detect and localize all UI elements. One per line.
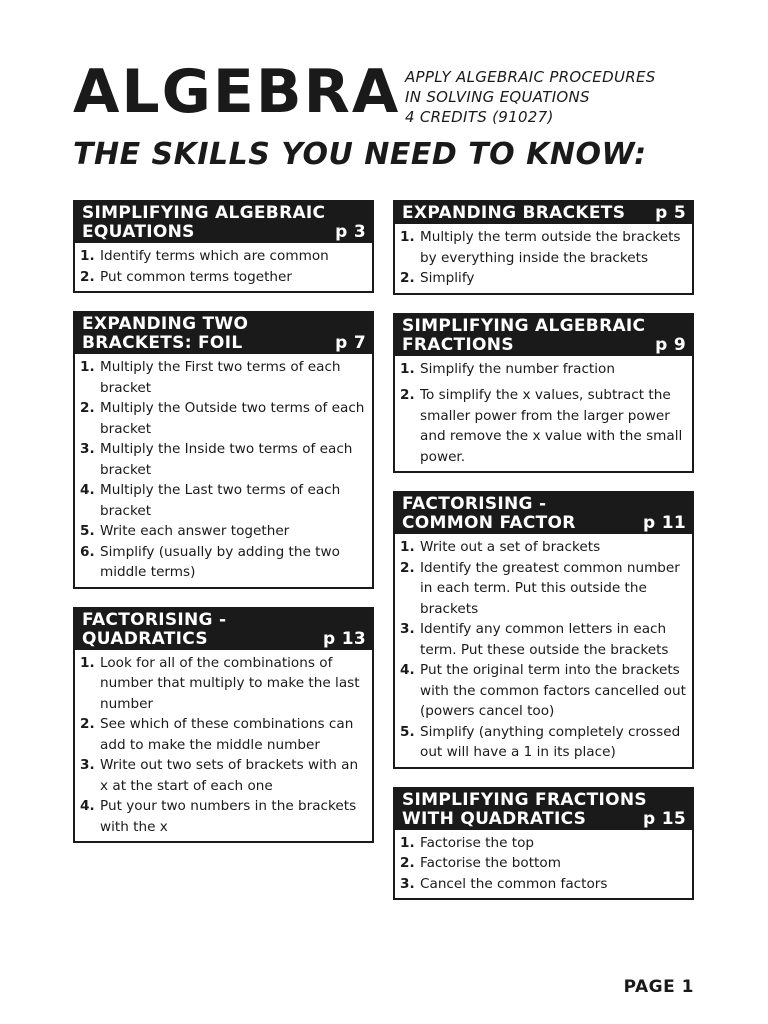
card-body xyxy=(75,243,372,291)
step-text: Cancel the common factors xyxy=(420,875,608,892)
card-expanding-brackets xyxy=(393,200,694,295)
step-number: 1. xyxy=(400,229,415,245)
card-title-line: QUADRATICS xyxy=(82,628,208,649)
card-body xyxy=(395,356,692,472)
right-column xyxy=(393,200,694,918)
list-item xyxy=(80,521,368,542)
step-number: 2. xyxy=(400,559,415,576)
step-number: 5. xyxy=(400,723,415,740)
step-text: Simplify xyxy=(420,270,475,286)
card-header xyxy=(395,493,692,534)
step-text: Identify the greatest common number in each term. Put this outside the brackets xyxy=(420,559,680,617)
step-number: 5. xyxy=(80,523,95,539)
card-title-line: WITH QUADRATICS xyxy=(402,808,587,829)
card-page-ref: p 11 xyxy=(643,513,686,533)
list-item xyxy=(80,398,368,439)
step-number: 1. xyxy=(80,359,95,375)
list-item xyxy=(400,874,688,895)
step-number: 4. xyxy=(80,482,95,498)
step-number: 2. xyxy=(80,716,95,732)
card-title-line: EXPANDING TWO xyxy=(82,314,249,334)
step-text: Write out a set of brackets xyxy=(420,539,601,555)
step-text: Put the original term into the brackets with the common factors cancelled out (powers cancel too) xyxy=(420,662,686,719)
card-body xyxy=(395,534,692,767)
card-page-ref: p 5 xyxy=(655,203,686,223)
page-number: PAGE 1 xyxy=(623,977,694,997)
card-body xyxy=(75,650,372,842)
card-page-ref: p 15 xyxy=(643,808,686,829)
card-header xyxy=(75,609,372,650)
list-item xyxy=(400,558,688,620)
card-title-line: COMMON FACTOR xyxy=(402,513,576,533)
card-header xyxy=(75,202,372,243)
list-item xyxy=(80,755,368,796)
list-item xyxy=(400,853,688,874)
card-title-line: SIMPLIFYING ALGEBRAIC xyxy=(82,203,326,223)
step-number: 3. xyxy=(80,757,95,773)
step-text: Simplify (anything completely crossed out will have a 1 in its place) xyxy=(420,723,681,760)
step-text: Multiply the First two terms of each bracket xyxy=(100,359,341,396)
step-number: 1. xyxy=(400,360,415,377)
step-number: 2. xyxy=(80,400,95,416)
card-body xyxy=(75,354,372,587)
step-number: 2. xyxy=(400,855,415,871)
list-item xyxy=(80,267,368,288)
subtitle-line: IN SOLVING EQUATIONS xyxy=(405,88,590,106)
card-factorising-quadratics xyxy=(73,607,374,844)
step-number: 3. xyxy=(80,441,95,457)
step-text: To simplify the x values, subtract the smaller power from the larger power and remove the x value with the small power. xyxy=(420,387,683,465)
step-text: Write each answer together xyxy=(100,523,290,539)
list-item xyxy=(80,246,368,267)
card-simplifying-algebraic-equations xyxy=(73,200,374,293)
step-text: Put your two numbers in the brackets with the x xyxy=(100,798,357,835)
step-text: Multiply the Last two terms of each bracket xyxy=(100,482,341,519)
card-page-ref: p 7 xyxy=(335,333,366,353)
list-item xyxy=(400,268,688,289)
card-header xyxy=(395,202,692,224)
card-factorising-common-factor xyxy=(393,491,694,769)
card-body xyxy=(395,224,692,293)
step-text: Look for all of the combinations of number that multiply to make the last number xyxy=(100,654,360,712)
list-item xyxy=(80,439,368,480)
step-text: Identify terms which are common xyxy=(100,248,329,264)
step-number: 3. xyxy=(400,875,415,892)
list-item xyxy=(80,357,368,398)
card-body xyxy=(395,830,692,899)
card-header xyxy=(395,315,692,356)
step-number: 2. xyxy=(80,268,95,285)
step-number: 4. xyxy=(80,798,95,814)
step-number: 1. xyxy=(80,654,95,671)
card-title-line: FACTORISING - xyxy=(402,494,547,514)
list-item xyxy=(80,542,368,583)
step-text: Simplify (usually by adding the two middle terms) xyxy=(100,543,340,580)
card-page-ref: p 3 xyxy=(335,222,366,242)
step-number: 2. xyxy=(400,387,415,403)
card-title-line: EQUATIONS xyxy=(82,222,195,242)
step-number: 3. xyxy=(400,621,415,637)
step-text: Put common terms together xyxy=(100,268,292,285)
list-item xyxy=(400,537,688,558)
card-title-line: BRACKETS: FOIL xyxy=(82,333,243,353)
list-item xyxy=(80,796,368,837)
card-title-line: FRACTIONS xyxy=(402,334,514,355)
step-text: Multiply the Inside two terms of each bracket xyxy=(100,441,353,478)
list-item xyxy=(80,714,368,755)
step-text: Write out two sets of brackets with an x at the start of each one xyxy=(100,757,359,794)
step-text: See which of these combinations can add to make the middle number xyxy=(100,716,354,753)
card-title-line: FACTORISING - xyxy=(82,609,227,630)
step-text: Factorise the bottom xyxy=(420,855,561,871)
card-title-line: EXPANDING BRACKETS xyxy=(402,203,626,223)
step-text: Multiply the Outside two terms of each bracket xyxy=(100,400,365,437)
list-item xyxy=(400,619,688,660)
subtitle-line: 4 CREDITS (91027) xyxy=(405,108,554,126)
skills-heading: THE SKILLS YOU NEED TO KNOW: xyxy=(73,137,647,172)
step-number: 1. xyxy=(400,834,415,851)
list-item xyxy=(400,385,688,467)
card-header xyxy=(75,313,372,354)
card-expanding-two-brackets xyxy=(73,311,374,589)
list-item xyxy=(400,227,688,268)
card-page-ref: p 9 xyxy=(655,334,686,355)
list-item xyxy=(80,653,368,715)
list-item xyxy=(400,359,688,380)
page-subtitle xyxy=(405,67,656,127)
step-text: Simplify the number fraction xyxy=(420,360,615,377)
list-item xyxy=(400,722,688,763)
step-text: Identify any common letters in each term. Put these outside the brackets xyxy=(420,621,669,658)
card-page-ref: p 13 xyxy=(323,628,366,649)
step-text: Multiply the term outside the brackets by everything inside the brackets xyxy=(420,229,681,266)
step-number: 4. xyxy=(400,662,415,678)
list-item xyxy=(400,833,688,854)
step-number: 2. xyxy=(400,270,415,286)
card-title-line: SIMPLIFYING FRACTIONS xyxy=(402,789,647,810)
card-simplifying-algebraic-fractions xyxy=(393,313,694,474)
card-title-line: SIMPLIFYING ALGEBRAIC xyxy=(402,315,646,336)
left-column xyxy=(73,200,374,861)
step-text: Factorise the top xyxy=(420,834,535,851)
list-item xyxy=(80,480,368,521)
step-number: 6. xyxy=(80,543,95,560)
card-simplifying-fractions-quadratics xyxy=(393,787,694,901)
step-number: 1. xyxy=(400,539,415,555)
card-header xyxy=(395,789,692,830)
list-item xyxy=(400,660,688,722)
step-number: 1. xyxy=(80,248,95,264)
page-title: ALGEBRA xyxy=(73,57,401,127)
subtitle-line: APPLY ALGEBRAIC PROCEDURES xyxy=(405,68,656,86)
